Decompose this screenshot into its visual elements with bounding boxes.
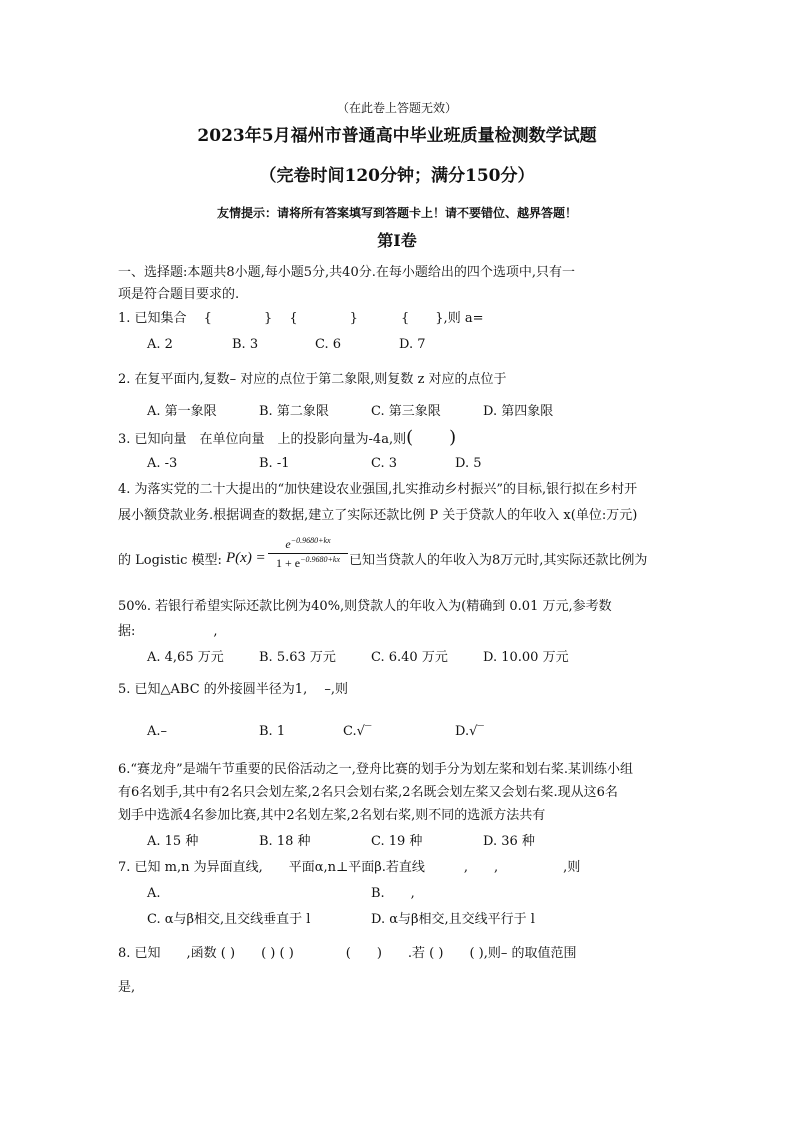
- q3-option-a: A. -3: [147, 456, 178, 471]
- q6-option-a: A. 15 种: [147, 834, 199, 849]
- q6-option-b: B. 18 种: [259, 834, 311, 849]
- q4-formula-lhs: P(x) =: [226, 550, 266, 566]
- q4-line-5: 据: ,: [118, 624, 218, 639]
- q8-line-1: 8. 已知 ,函数 ( ) ( ) ( ) ( ) .若 ( ) ( ),则– 的取值范围: [118, 946, 577, 961]
- q4-option-b: B. 5.63 万元: [259, 650, 336, 665]
- q1-option-b: B. 3: [232, 337, 259, 352]
- q5-option-c: C.√‾: [343, 724, 372, 739]
- q5-option-a: A.–: [147, 724, 168, 739]
- q7-option-c: C. α与β相交,且交线垂直于 l: [147, 912, 311, 927]
- q2-option-a: A. 第一象限: [147, 404, 217, 419]
- exam-title: 2023年5月福州市普通高中毕业班质量检测数学试题: [197, 126, 597, 146]
- q4-formula-numerator: [268, 536, 348, 552]
- q8-line-2: 是,: [118, 980, 136, 995]
- q2-option-b: B. 第二象限: [259, 404, 329, 419]
- q3-option-c: C. 3: [371, 456, 398, 471]
- q4-line-2: 展小额贷款业务.根据调查的数据,建立了实际还款比例 P 关于贷款人的年收入 x(单位:万元): [118, 508, 638, 523]
- q6-option-c: C. 19 种: [371, 834, 423, 849]
- q7-option-d: D. α与β相交,且交线平行于 l: [371, 912, 535, 927]
- q4-num-exp: −0.9680+kx: [290, 536, 331, 545]
- q7-stem: 7. 已知 m,n 为异面直线, 平面α,n⊥平面β.若直线 , , ,则: [118, 860, 581, 875]
- q4-option-c: C. 6.40 万元: [371, 650, 448, 665]
- q4-line-4: 50%. 若银行希望实际还款比例为40%,则贷款人的年收入为(精确到 0.01 万元,参考数: [118, 599, 612, 614]
- q4-formula-denominator: [268, 555, 348, 571]
- q3-option-d: D. 5: [455, 456, 482, 471]
- q1-option-d: D. 7: [399, 337, 426, 352]
- q3-stem: [118, 427, 457, 448]
- q6-option-d: D. 36 种: [483, 834, 535, 849]
- q5-stem: 5. 已知△ABC 的外接圆半径为1, –,则: [118, 682, 348, 697]
- q4-option-a: A. 4,65 万元: [147, 650, 224, 665]
- q4-den-base: 1 + e: [276, 556, 301, 570]
- q4-fraction-bar: [268, 553, 348, 554]
- q6-line-1: 6.“赛龙舟”是端午节重要的民俗活动之一,登舟比赛的划手分为划左桨和划右桨.某训练小组: [118, 762, 633, 777]
- q1-stem: 1. 已知集合 { } { } { },则 a=: [118, 311, 484, 326]
- invalid-notice: （在此卷上答题无效）: [336, 101, 457, 115]
- q4-formula-fraction: [268, 536, 348, 576]
- q1-option-c: C. 6: [315, 337, 342, 352]
- q3-option-b: B. -1: [259, 456, 290, 471]
- q6-line-3: 划手中选派4名参加比赛,其中2名划左桨,2名划右桨,则不同的选派方法共有: [118, 808, 546, 823]
- q6-line-2: 有6名划手,其中有2名只会划左桨,2名只会划右桨,2名既会划左桨又会划右桨.现从这6名: [118, 785, 618, 800]
- q7-option-b: B. ,: [371, 886, 415, 901]
- q4-line-3-post: 已知当贷款人的年收入为8万元时,其实际还款比例为: [349, 553, 648, 568]
- q3-stem-text: 3. 已知向量 在单位向量 上的投影向量为-4a,则: [118, 432, 407, 447]
- q5-option-d: D.√‾: [455, 724, 484, 739]
- q4-line-3-pre: 的 Logistic 模型:: [118, 553, 222, 568]
- q3-answer-paren: ( ): [406, 427, 457, 448]
- q4-option-d: D. 10.00 万元: [483, 650, 569, 665]
- q2-stem: 2. 在复平面内,复数– 对应的点位于第二象限,则复数 z 对应的点位于: [118, 372, 507, 387]
- q4-line-1: 4. 为落实党的二十大提出的“加快建设农业强国,扎实推动乡村振兴”的目标,银行拟在乡村开: [118, 482, 638, 497]
- q4-num-base: e: [285, 537, 291, 551]
- section-heading: 第Ⅰ卷: [377, 231, 417, 250]
- q4-den-exp: −0.9680+kx: [300, 555, 340, 564]
- intro-line-1: 一、选择题:本题共8小题,每小题5分,共40分.在每小题给出的四个选项中,只有一: [118, 265, 575, 280]
- q2-option-d: D. 第四象限: [483, 404, 554, 419]
- q5-option-b: B. 1: [259, 724, 286, 739]
- exam-subtitle: （完卷时间120分钟；满分150分）: [259, 166, 535, 186]
- q7-option-a: A.: [147, 886, 161, 901]
- q1-option-a: A. 2: [147, 337, 173, 352]
- intro-line-2: 项是符合题目要求的.: [118, 287, 240, 302]
- q2-option-c: C. 第三象限: [371, 404, 441, 419]
- friendly-tip: 友情提示：请将所有答案填写到答题卡上！请不要错位、越界答题！: [216, 206, 577, 220]
